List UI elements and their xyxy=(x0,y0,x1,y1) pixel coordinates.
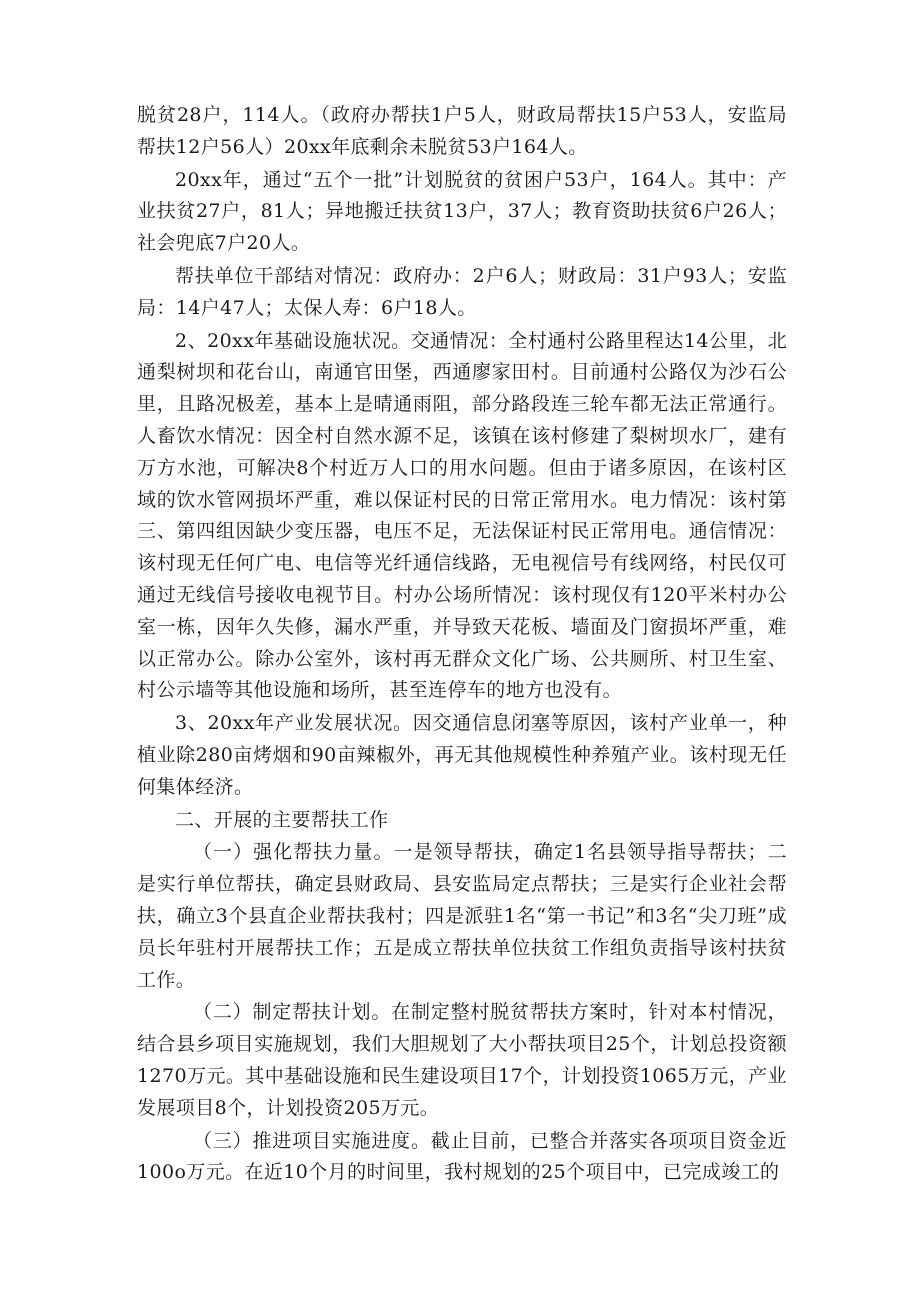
paragraph-project-progress: （三）推进项目实施进度。截止目前，已整合并落实各项项目资金近100o万元。在近10个月的时间里，我村规划的25个项目中，已完成竣工的 xyxy=(137,1129,787,1184)
paragraph-poverty-relief-summary: 脱贫28户，114人。（政府办帮扶1户5人，财政局帮扶15户53人，安监局帮扶12户56人）20xx年底剩余未脱贫53户164人。 xyxy=(137,104,787,158)
document-page xyxy=(137,100,787,1189)
paragraph-cadre-pairing: 帮扶单位干部结对情况：政府办：2户6人；财政局：31户93人；安监局：14户47人；太保人寿：6户18人。 xyxy=(137,264,787,319)
paragraph-support-plan: （二）制定帮扶计划。在制定整村脱贫帮扶方案时，针对本村情况，结合县乡项目实施规划，我们大胆规划了大小帮扶项目25个，计划总投资额1270万元。其中基础设施和民生建设项目17个，计划投资1065万元，产业发展项目8个，计划投资205万元。 xyxy=(137,1001,787,1119)
paragraph-infrastructure-status: 2、20xx年基础设施状况。交通情况：全村通村公路里程达14公里，北通梨树坝和花台山，南通官田堡，西通廖家田村。目前通村公路仅为沙石公里，且路况极差，基本上是晴通雨阻，部分路段连三轮车都无法正常通行。人畜饮水情况：因全村自然水源不足，该镇在该村修建了梨树坝水厂，建有万方水池，可解决8个村近万人口的用水问题。但由于诸多原因，在该村区域的饮水管网损坏严重，难以保证村民的日常正常用水。电力情况：该村第三、第四组因缺少变压器，电压不足，无法保证村民正常用电。通信情况：该村现无任何广电、电信等光纤通信线路，无电视信号有线网络，村民仅可通过无线信号接收电视节目。村办公场所情况：该村现仅有120平米村办公室一栋，因年久失修，漏水严重，并导致天花板、墙面及门窗损坏严重，难以正常办公。除办公室外，该村再无群众文化广场、公共厕所、村卫生室、村公示墙等其他设施和场所，甚至连停车的地方也没有。 xyxy=(137,329,787,702)
section-heading-main-work: 二、开展的主要帮扶工作 xyxy=(175,808,389,831)
paragraph-five-batches-plan: 20xx年，通过“五个一批”计划脱贫的贫困户53户，164人。其中：产业扶贫27户，81人；异地搬迁扶贫13户，37人；教育资助扶贫6户26人；社会兜底7户20人。 xyxy=(137,168,787,255)
paragraph-industry-status: 3、20xx年产业发展状况。因交通信息闭塞等原因，该村产业单一，种植业除280亩烤烟和90亩辣椒外，再无其他规模性种养殖产业。该村现无任何集体经济。 xyxy=(137,712,787,798)
paragraph-strengthen-support: （一）强化帮扶力量。一是领导帮扶，确定1名县领导指导帮扶；二是实行单位帮扶，确定县财政局、县安监局定点帮扶；三是实行企业社会帮扶，确立3个县直企业帮扶我村；四是派驻1名“第一书记”和3名“尖刀班”成员长年驻村开展帮扶工作；五是成立帮扶单位扶贫工作组负责指导该村扶贫工作。 xyxy=(137,841,787,991)
